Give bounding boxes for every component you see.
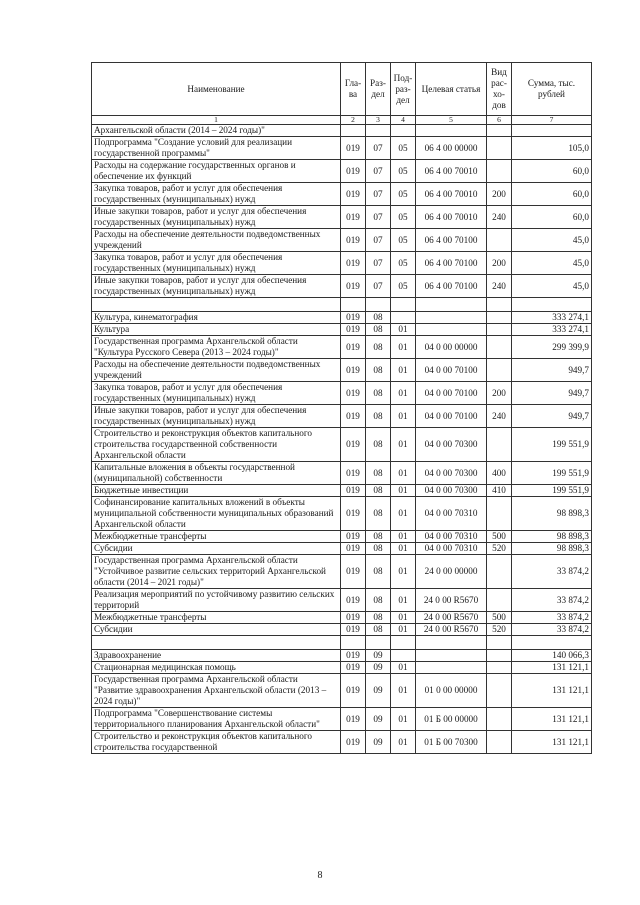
row-chapter: 019 (341, 275, 366, 298)
row-chapter: 019 (341, 485, 366, 497)
row-expense-type (487, 229, 512, 252)
row-target-article: 06 4 00 70010 (416, 206, 487, 229)
row-target-article: 04 0 00 70310 (416, 531, 487, 543)
row-expense-type: 200 (487, 382, 512, 405)
row-subsection: 05 (391, 275, 416, 298)
row-chapter: 019 (341, 612, 366, 624)
row-amount: 949,7 (512, 382, 592, 405)
row-chapter: 019 (341, 650, 366, 662)
row-section (366, 298, 391, 312)
budget-document-page (91, 62, 591, 754)
row-name (92, 298, 341, 312)
table-row (92, 137, 592, 160)
table-row (92, 589, 592, 612)
table-row (92, 312, 592, 324)
row-expense-type (487, 359, 512, 382)
row-section: 09 (366, 731, 391, 754)
row-name: Бюджетные инвестиции (92, 485, 341, 497)
row-chapter: 019 (341, 624, 366, 636)
row-expense-type: 410 (487, 485, 512, 497)
row-section (366, 636, 391, 650)
row-chapter: 019 (341, 137, 366, 160)
row-section: 07 (366, 206, 391, 229)
table-row (92, 336, 592, 359)
table-row (92, 160, 592, 183)
row-expense-type (487, 650, 512, 662)
row-target-article: 04 0 00 70310 (416, 497, 487, 531)
row-section: 08 (366, 405, 391, 428)
table-row (92, 229, 592, 252)
table-row (92, 624, 592, 636)
row-expense-type (487, 428, 512, 462)
row-name: Межбюджетные трансферты (92, 612, 341, 624)
row-subsection: 01 (391, 731, 416, 754)
row-target-article (416, 324, 487, 336)
row-section: 08 (366, 531, 391, 543)
page-number: 8 (317, 870, 323, 881)
row-chapter: 019 (341, 382, 366, 405)
row-chapter: 019 (341, 405, 366, 428)
row-expense-type (487, 497, 512, 531)
row-amount: 140 066,3 (512, 650, 592, 662)
row-target-article: 06 4 00 70010 (416, 183, 487, 206)
row-name: Культура (92, 324, 341, 336)
table-row (92, 674, 592, 708)
row-amount: 60,0 (512, 160, 592, 183)
row-amount: 105,0 (512, 137, 592, 160)
row-subsection: 05 (391, 229, 416, 252)
row-subsection: 01 (391, 462, 416, 485)
row-chapter: 019 (341, 324, 366, 336)
column-number: 7 (512, 116, 592, 125)
row-expense-type (487, 589, 512, 612)
row-subsection: 01 (391, 382, 416, 405)
row-name: Иные закупки товаров, работ и услуг для обеспечения государственных (муниципальных) нужд (92, 405, 341, 428)
row-subsection: 01 (391, 324, 416, 336)
row-subsection: 01 (391, 531, 416, 543)
row-section: 07 (366, 252, 391, 275)
table-row (92, 298, 592, 312)
table-row (92, 708, 592, 731)
table-row (92, 324, 592, 336)
row-expense-type (487, 137, 512, 160)
row-amount: 33 874,2 (512, 612, 592, 624)
row-expense-type (487, 662, 512, 674)
row-expense-type: 240 (487, 405, 512, 428)
row-chapter: 019 (341, 589, 366, 612)
row-amount: 33 874,2 (512, 555, 592, 589)
header-chapter: Гла-ва (341, 63, 366, 116)
row-chapter: 019 (341, 462, 366, 485)
row-target-article (416, 650, 487, 662)
row-name: Иные закупки товаров, работ и услуг для обеспечения государственных (муниципальных) нужд (92, 275, 341, 298)
row-amount: 33 874,2 (512, 624, 592, 636)
row-amount: 131 121,1 (512, 731, 592, 754)
table-header-row (92, 63, 592, 116)
row-section: 09 (366, 708, 391, 731)
row-section: 08 (366, 485, 391, 497)
row-name: Субсидии (92, 624, 341, 636)
row-section: 08 (366, 555, 391, 589)
row-name: Государственная программа Архангельской области "Культура Русского Севера (2013 – 2024 годы)" (92, 336, 341, 359)
row-section: 08 (366, 336, 391, 359)
row-chapter: 019 (341, 543, 366, 555)
table-row (92, 125, 592, 137)
row-chapter (341, 636, 366, 650)
row-expense-type: 200 (487, 252, 512, 275)
row-section: 08 (366, 624, 391, 636)
header-amount: Сумма, тыс. рублей (512, 63, 592, 116)
row-expense-type: 520 (487, 624, 512, 636)
row-chapter: 019 (341, 662, 366, 674)
row-target-article: 04 0 00 70100 (416, 359, 487, 382)
header-subsection: Под-раз-дел (391, 63, 416, 116)
row-subsection: 01 (391, 589, 416, 612)
table-row (92, 612, 592, 624)
table-row (92, 731, 592, 754)
row-chapter: 019 (341, 312, 366, 324)
row-name: Государственная программа Архангельской области "Устойчивое развитие сельских территорий Архангельской области (2014 – 2021 годы)" (92, 555, 341, 589)
row-amount: 333 274,1 (512, 312, 592, 324)
row-subsection: 01 (391, 543, 416, 555)
row-subsection: 01 (391, 555, 416, 589)
row-target-article: 24 0 00 R5670 (416, 612, 487, 624)
row-section: 08 (366, 359, 391, 382)
row-section: 09 (366, 650, 391, 662)
row-chapter: 019 (341, 708, 366, 731)
table-body (92, 125, 592, 754)
row-section: 07 (366, 160, 391, 183)
row-expense-type: 400 (487, 462, 512, 485)
row-target-article: 24 0 00 R5670 (416, 624, 487, 636)
row-amount: 949,7 (512, 359, 592, 382)
row-subsection: 01 (391, 336, 416, 359)
row-chapter: 019 (341, 359, 366, 382)
row-expense-type (487, 312, 512, 324)
row-amount: 33 874,2 (512, 589, 592, 612)
row-name: Закупка товаров, работ и услуг для обеспечения государственных (муниципальных) нужд (92, 183, 341, 206)
row-chapter: 019 (341, 206, 366, 229)
row-amount: 199 551,9 (512, 462, 592, 485)
row-target-article (416, 125, 487, 137)
table-row (92, 206, 592, 229)
row-subsection (391, 636, 416, 650)
row-amount: 98 898,3 (512, 543, 592, 555)
row-name: Расходы на обеспечение деятельности подведомственных учреждений (92, 359, 341, 382)
column-number: 6 (487, 116, 512, 125)
table-row (92, 252, 592, 275)
table-row (92, 555, 592, 589)
row-expense-type (487, 160, 512, 183)
row-section: 07 (366, 275, 391, 298)
row-amount: 98 898,3 (512, 531, 592, 543)
row-target-article (416, 662, 487, 674)
row-expense-type (487, 125, 512, 137)
row-expense-type: 240 (487, 275, 512, 298)
row-subsection: 01 (391, 612, 416, 624)
header-expense-type: Вид рас-хо-дов (487, 63, 512, 116)
row-name: Иные закупки товаров, работ и услуг для обеспечения государственных (муниципальных) нужд (92, 206, 341, 229)
row-section: 08 (366, 462, 391, 485)
row-amount (512, 636, 592, 650)
row-name: Строительство и реконструкция объектов капитального строительства государственной (92, 731, 341, 754)
row-expense-type (487, 674, 512, 708)
header-name: Наименование (92, 63, 341, 116)
table-row (92, 275, 592, 298)
row-target-article: 01 0 00 00000 (416, 674, 487, 708)
row-amount: 131 121,1 (512, 674, 592, 708)
column-number: 1 (92, 116, 341, 125)
row-subsection: 01 (391, 708, 416, 731)
row-section: 08 (366, 382, 391, 405)
row-expense-type: 520 (487, 543, 512, 555)
row-target-article: 06 4 00 70100 (416, 275, 487, 298)
row-name: Софинансирование капитальных вложений в объекты муниципальной собственности муниципальных образований Архангельской области (92, 497, 341, 531)
row-section: 07 (366, 229, 391, 252)
row-section: 08 (366, 612, 391, 624)
row-amount: 333 274,1 (512, 324, 592, 336)
row-target-article: 06 4 00 70010 (416, 160, 487, 183)
row-subsection (391, 125, 416, 137)
row-chapter: 019 (341, 731, 366, 754)
row-subsection: 05 (391, 160, 416, 183)
row-target-article: 04 0 00 70300 (416, 485, 487, 497)
row-subsection: 05 (391, 206, 416, 229)
row-expense-type: 500 (487, 612, 512, 624)
row-chapter: 019 (341, 428, 366, 462)
header-target-article: Целевая статья (416, 63, 487, 116)
row-section: 08 (366, 497, 391, 531)
row-section: 08 (366, 543, 391, 555)
row-target-article: 06 4 00 70100 (416, 229, 487, 252)
row-name: Подпрограмма "Создание условий для реализации государственной программы" (92, 137, 341, 160)
header-section: Раз-дел (366, 63, 391, 116)
row-name: Государственная программа Архангельской области "Развитие здравоохранения Архангельской области (2013 – 2024 годы)" (92, 674, 341, 708)
table-row (92, 359, 592, 382)
row-section: 07 (366, 137, 391, 160)
row-name: Здравоохранение (92, 650, 341, 662)
row-amount: 199 551,9 (512, 428, 592, 462)
row-name: Реализация мероприятий по устойчивому развитию сельских территорий (92, 589, 341, 612)
row-amount (512, 125, 592, 137)
row-target-article: 04 0 00 70100 (416, 405, 487, 428)
row-target-article: 24 0 00 R5670 (416, 589, 487, 612)
row-target-article: 04 0 00 70300 (416, 428, 487, 462)
row-expense-type (487, 708, 512, 731)
row-target-article: 04 0 00 70300 (416, 462, 487, 485)
table-row (92, 531, 592, 543)
row-section (366, 125, 391, 137)
row-section: 08 (366, 589, 391, 612)
row-expense-type (487, 336, 512, 359)
row-name: Закупка товаров, работ и услуг для обеспечения государственных (муниципальных) нужд (92, 382, 341, 405)
table-row (92, 462, 592, 485)
row-amount: 45,0 (512, 252, 592, 275)
row-amount: 45,0 (512, 229, 592, 252)
table-row (92, 497, 592, 531)
table-row (92, 485, 592, 497)
row-name: Закупка товаров, работ и услуг для обеспечения государственных (муниципальных) нужд (92, 252, 341, 275)
row-subsection: 01 (391, 674, 416, 708)
row-chapter: 019 (341, 229, 366, 252)
row-subsection: 01 (391, 359, 416, 382)
row-subsection: 01 (391, 624, 416, 636)
row-chapter: 019 (341, 555, 366, 589)
row-chapter (341, 125, 366, 137)
row-target-article (416, 636, 487, 650)
row-chapter: 019 (341, 531, 366, 543)
row-target-article: 06 4 00 70100 (416, 252, 487, 275)
row-amount: 60,0 (512, 183, 592, 206)
column-number: 5 (416, 116, 487, 125)
row-section: 09 (366, 662, 391, 674)
table-row (92, 543, 592, 555)
row-expense-type: 500 (487, 531, 512, 543)
row-name: Культура, кинематография (92, 312, 341, 324)
row-target-article: 04 0 00 70100 (416, 382, 487, 405)
row-chapter: 019 (341, 160, 366, 183)
row-subsection: 05 (391, 137, 416, 160)
row-target-article (416, 298, 487, 312)
row-expense-type (487, 636, 512, 650)
table-row (92, 382, 592, 405)
row-chapter: 019 (341, 336, 366, 359)
row-name: Расходы на обеспечение деятельности подведомственных учреждений (92, 229, 341, 252)
row-name: Субсидии (92, 543, 341, 555)
row-name: Стационарная медицинская помощь (92, 662, 341, 674)
row-expense-type (487, 731, 512, 754)
row-amount: 131 121,1 (512, 662, 592, 674)
row-name: Архангельской области (2014 – 2024 годы)" (92, 125, 341, 137)
row-subsection: 01 (391, 405, 416, 428)
row-target-article: 24 0 00 00000 (416, 555, 487, 589)
row-subsection: 01 (391, 662, 416, 674)
row-expense-type: 240 (487, 206, 512, 229)
row-amount: 299 399,9 (512, 336, 592, 359)
row-subsection (391, 298, 416, 312)
row-section: 08 (366, 324, 391, 336)
row-target-article: 01 Б 00 70300 (416, 731, 487, 754)
row-subsection: 05 (391, 183, 416, 206)
budget-table (91, 62, 592, 754)
row-subsection: 01 (391, 485, 416, 497)
table-row (92, 636, 592, 650)
row-subsection: 01 (391, 428, 416, 462)
row-name: Строительство и реконструкция объектов капитального строительства государственной собственности Архангельской области (92, 428, 341, 462)
row-target-article: 01 Б 00 00000 (416, 708, 487, 731)
table-row (92, 428, 592, 462)
row-amount: 98 898,3 (512, 497, 592, 531)
row-name: Капитальные вложения в объекты государственной (муниципальной) собственности (92, 462, 341, 485)
row-amount: 45,0 (512, 275, 592, 298)
row-expense-type (487, 298, 512, 312)
row-chapter: 019 (341, 252, 366, 275)
row-chapter: 019 (341, 674, 366, 708)
row-section: 09 (366, 674, 391, 708)
table-row (92, 405, 592, 428)
row-chapter: 019 (341, 497, 366, 531)
row-subsection (391, 312, 416, 324)
row-target-article: 04 0 00 00000 (416, 336, 487, 359)
row-expense-type (487, 555, 512, 589)
row-amount: 131 121,1 (512, 708, 592, 731)
table-row (92, 183, 592, 206)
column-number: 4 (391, 116, 416, 125)
row-subsection: 01 (391, 497, 416, 531)
column-number-row (92, 116, 592, 125)
row-expense-type (487, 324, 512, 336)
row-target-article: 06 4 00 00000 (416, 137, 487, 160)
row-target-article (416, 312, 487, 324)
row-section: 08 (366, 312, 391, 324)
row-amount (512, 298, 592, 312)
column-number: 2 (341, 116, 366, 125)
row-name: Расходы на содержание государственных органов и обеспечение их функций (92, 160, 341, 183)
column-number: 3 (366, 116, 391, 125)
row-name: Межбюджетные трансферты (92, 531, 341, 543)
row-name: Подпрограмма "Совершенствование системы территориального планирования Архангельской области" (92, 708, 341, 731)
row-chapter (341, 298, 366, 312)
row-amount: 199 551,9 (512, 485, 592, 497)
row-subsection (391, 650, 416, 662)
row-section: 07 (366, 183, 391, 206)
row-amount: 60,0 (512, 206, 592, 229)
table-row (92, 662, 592, 674)
row-expense-type: 200 (487, 183, 512, 206)
row-subsection: 05 (391, 252, 416, 275)
row-section: 08 (366, 428, 391, 462)
table-row (92, 650, 592, 662)
row-chapter: 019 (341, 183, 366, 206)
row-name (92, 636, 341, 650)
row-target-article: 04 0 00 70310 (416, 543, 487, 555)
row-amount: 949,7 (512, 405, 592, 428)
